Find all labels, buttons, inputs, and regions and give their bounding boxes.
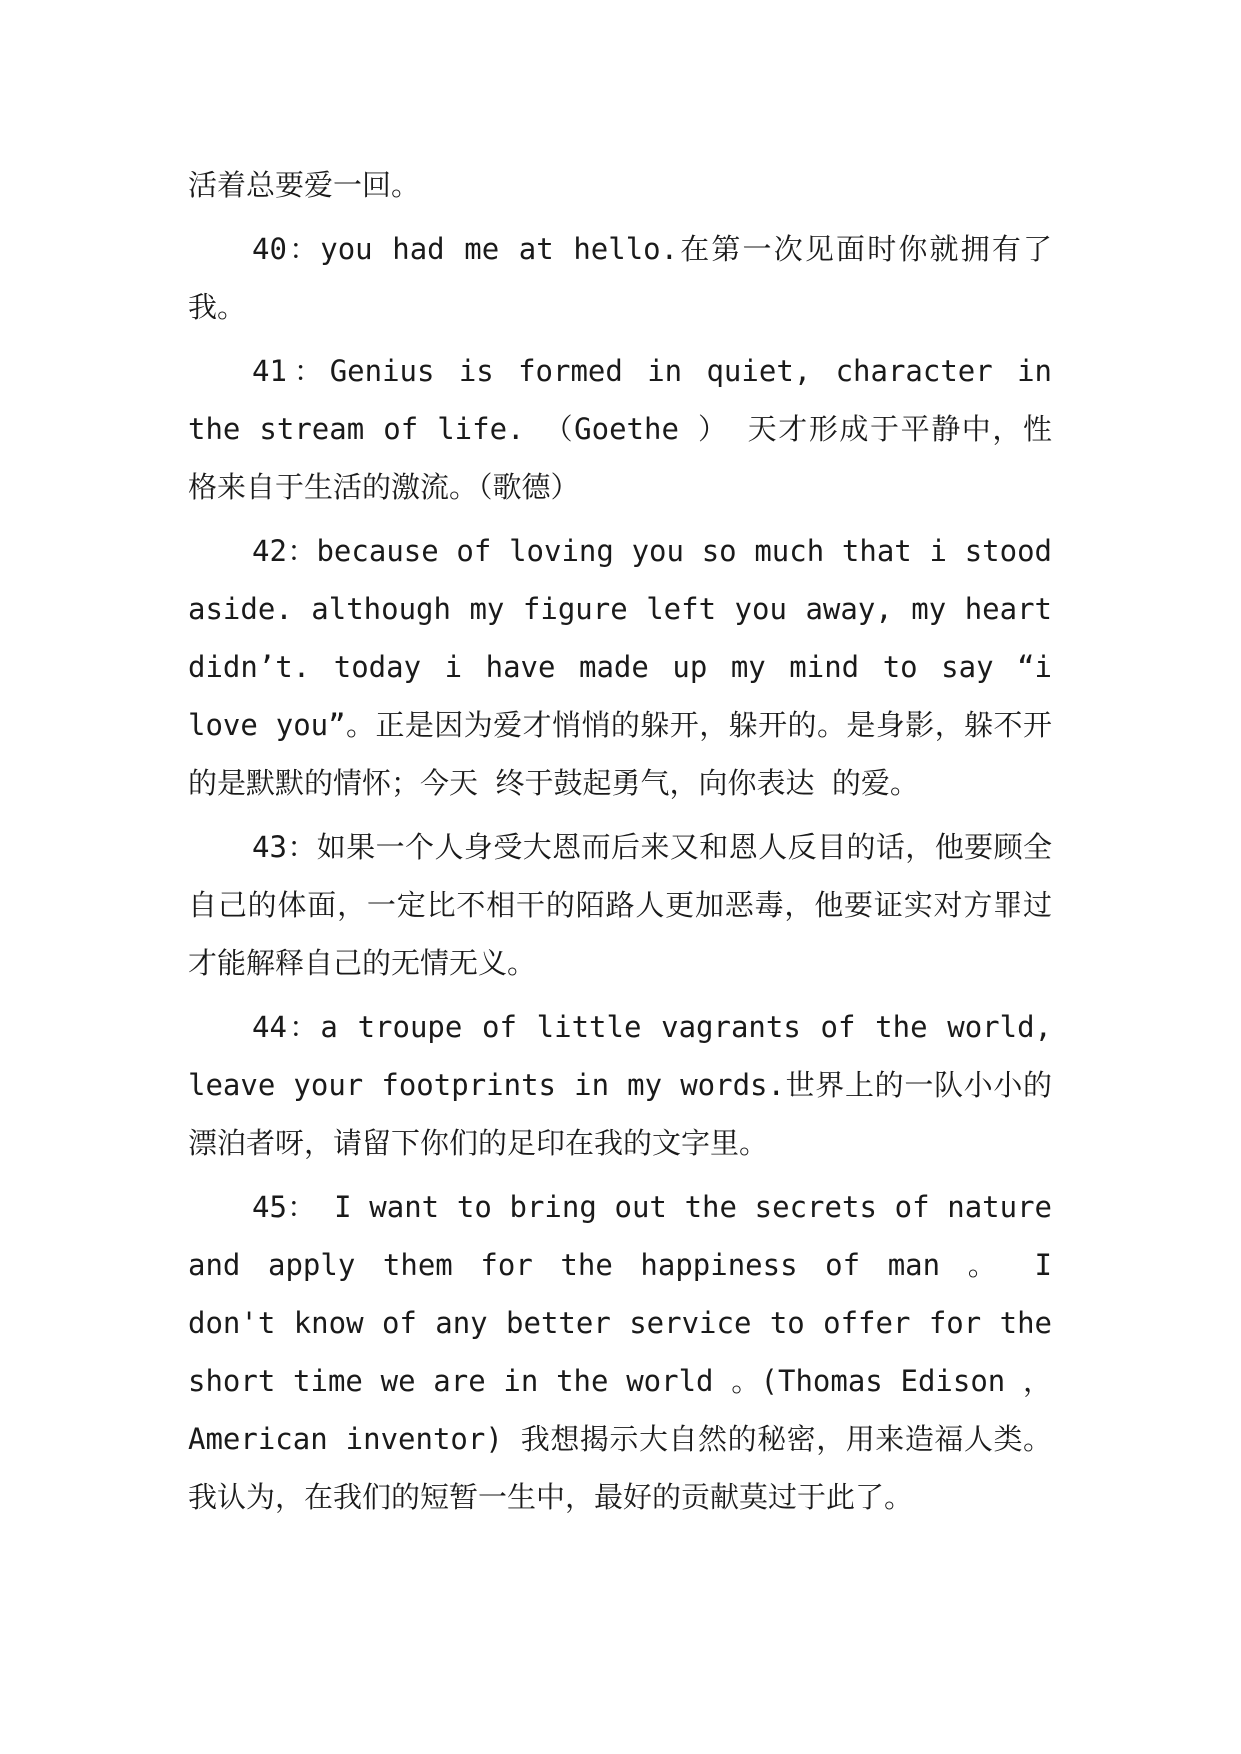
paragraph-quote-41: 41：Genius is formed in quiet, character in the stream of life. （Goethe ） 天才形成于平静中，性格来自于生活的激流。（歌德） xyxy=(188,354,1052,504)
paragraph-quote-44: 44：a troupe of little vagrants of the world, leave your footprints in my words.世界上的一队小小的漂泊者呀，请留下你们的足印在我的文字里。 xyxy=(188,1010,1052,1160)
paragraph-quote-40: 40：you had me at hello.在第一次见面时你就拥有了我。 xyxy=(188,232,1052,324)
document-page xyxy=(188,156,1052,1532)
paragraph-quote-45: 45： I want to bring out the secrets of nature and apply them for the happiness of man 。 I don't know of any better service to offer for the short time we are in the world 。(Thomas Edison ，American inventor) 我想揭示大自然的秘密，用来造福人类。我认为，在我们的短暂一生中，最好的贡献莫过于此了。 xyxy=(188,1190,1052,1514)
paragraph-continuation: 活着总要爱一回。 xyxy=(188,168,421,202)
paragraph-quote-43: 43：如果一个人身受大恩而后来又和恩人反目的话，他要顾全自己的体面，一定比不相干的陌路人更加恶毒，他要证实对方罪过才能解释自己的无情无义。 xyxy=(188,830,1052,980)
paragraph-quote-42: 42：because of loving you so much that i stood aside. although my figure left you away, my heart didn’t. today i have made up my mind to say “i love you”。正是因为爱才悄悄的躲开，躲开的。是身影，躲不开的是默默的情怀；今天 终于鼓起勇气，向你表达 的爱。 xyxy=(188,534,1052,800)
